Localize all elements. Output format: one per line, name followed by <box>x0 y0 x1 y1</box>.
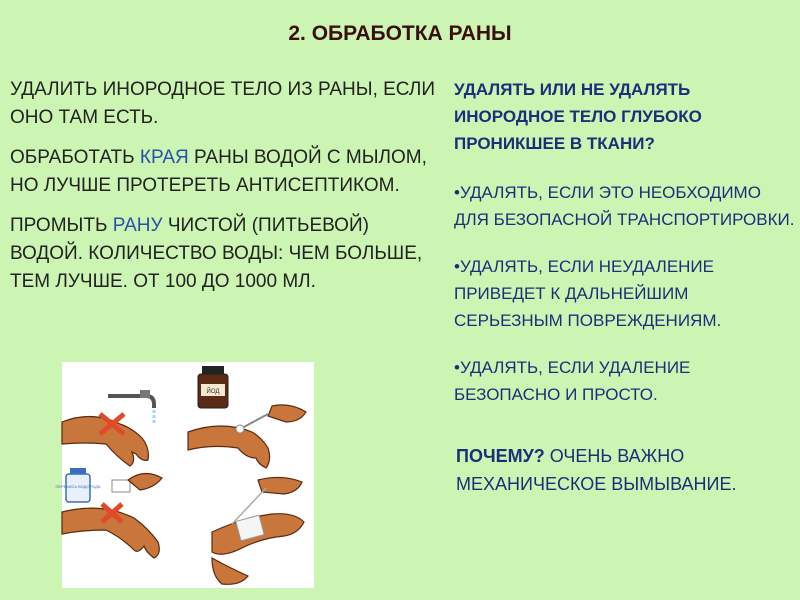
iodine-treatment <box>188 366 306 468</box>
highlight-wound: РАНУ <box>112 215 163 236</box>
instruction-rinse-wound: ПРОМЫТЬ РАНУ ЧИСТОЙ (ПИТЬЕВОЙ) ВОДОЙ. КОЛИЧЕСТВО ВОДЫ: ЧЕМ БОЛЬШЕ, ТЕМ ЛУЧШЕ. ОТ 100 ДО 1000 МЛ. <box>10 215 423 292</box>
bullet-item: •УДАЛЯТЬ, ЕСЛИ ЭТО НЕОБХОДИМО ДЛЯ БЕЗОПАСНОЙ ТРАНСПОРТИРОВКИ. <box>454 183 795 229</box>
bullet-item: •УДАЛЯТЬ, ЕСЛИ УДАЛЕНИЕ БЕЗОПАСНО И ПРОСТО. <box>454 358 691 404</box>
bandaging <box>212 477 304 584</box>
instruction-treat-edges: ОБРАБОТАТЬ КРАЯ РАНЫ ВОДОЙ С МЫЛОМ, НО ЛУЧШЕ ПРОТЕРЕТЬ АНТИСЕПТИКОМ. <box>10 147 427 196</box>
question-heading: УДАЛЯТЬ ИЛИ НЕ УДАЛЯТЬ ИНОРОДНОЕ ТЕЛО ГЛУБОКО ПРОНИКШЕЕ В ТКАНИ? <box>454 80 702 153</box>
highlight-edges: КРАЯ <box>139 147 189 168</box>
peroxide-treatment <box>55 468 162 558</box>
tap-icon <box>140 390 150 398</box>
bullet-item: •УДАЛЯТЬ, ЕСЛИ НЕУДАЛЕНИЕ ПРИВЕДЕТ К ДАЛЬНЕЙШИМ СЕРЬЕЗНЫМ ПОВРЕЖДЕНИЯМ. <box>454 257 722 330</box>
bottle-label-peroxide: ПЕРЕКИСЬ ВОДОРОДА <box>55 484 101 489</box>
bottle-label-iodine: ЙОД <box>206 389 220 395</box>
slide-title: 2. ОБРАБОТКА РАНЫ <box>288 22 512 45</box>
right-column <box>452 76 797 498</box>
why-label: ПОЧЕМУ? <box>456 446 545 466</box>
why-note: ПОЧЕМУ? ОЧЕНЬ ВАЖНО МЕХАНИЧЕСКОЕ ВЫМЫВАНИЕ. <box>456 446 737 494</box>
instruction-remove-foreign-body: УДАЛИТЬ ИНОРОДНОЕ ТЕЛО ИЗ РАНЫ, ЕСЛИ ОНО ТАМ ЕСТЬ. <box>10 79 436 128</box>
left-column <box>10 76 440 308</box>
illustration-svg <box>55 362 314 588</box>
wound-care-illustration <box>55 362 314 588</box>
arm-under-tap <box>62 390 154 466</box>
